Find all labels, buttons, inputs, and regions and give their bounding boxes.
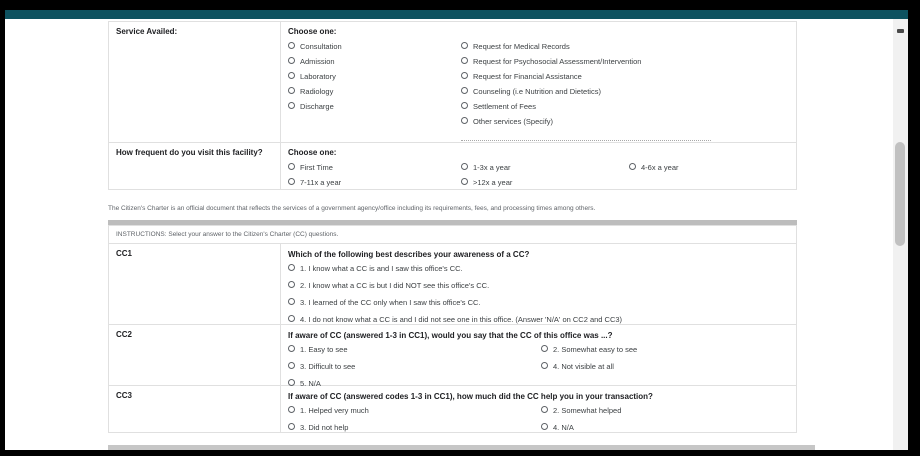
vertical-scrollbar[interactable] bbox=[893, 19, 908, 450]
radio-icon[interactable] bbox=[288, 102, 295, 109]
radio-icon[interactable] bbox=[461, 72, 468, 79]
radio-option-7-11x[interactable]: 7-11x a year bbox=[288, 177, 341, 188]
instructions-row bbox=[109, 226, 796, 243]
radio-icon[interactable] bbox=[461, 163, 468, 170]
radio-option-cc3-3[interactable]: 3. Did not help bbox=[288, 422, 369, 433]
radio-option-cc3-1[interactable]: 1. Helped very much bbox=[288, 405, 369, 416]
cc-questions-table bbox=[108, 225, 797, 433]
cc3-question: If aware of CC (answered codes 1-3 in CC1), how much did the CC help you in your transaction? bbox=[288, 392, 653, 401]
radio-option-discharge[interactable]: Discharge bbox=[288, 101, 342, 112]
cc3-content bbox=[281, 386, 796, 432]
radio-option-first-time[interactable]: First Time bbox=[288, 162, 341, 173]
visit-frequency-row bbox=[109, 142, 796, 189]
radio-icon[interactable] bbox=[288, 87, 295, 94]
radio-icon[interactable] bbox=[461, 102, 468, 109]
scroll-up-icon[interactable] bbox=[897, 29, 904, 33]
cc3-options-left bbox=[288, 405, 369, 439]
radio-icon[interactable] bbox=[461, 57, 468, 64]
radio-icon[interactable] bbox=[629, 163, 636, 170]
radio-option-cc1-3[interactable]: 3. I learned of the CC only when I saw this office's CC. bbox=[288, 297, 790, 308]
radio-option-cc1-2[interactable]: 2. I know what a CC is but I did NOT see this office's CC. bbox=[288, 280, 790, 291]
radio-icon[interactable] bbox=[288, 406, 295, 413]
radio-option-other-services[interactable]: Other services (Specify) bbox=[461, 116, 711, 127]
radio-option-cc2-4[interactable]: 4. Not visible at all bbox=[541, 361, 637, 372]
radio-icon[interactable] bbox=[541, 423, 548, 430]
visit-frequency-options bbox=[281, 143, 796, 189]
radio-option-cc1-1[interactable]: 1. I know what a CC is and I saw this office's CC. bbox=[288, 263, 790, 274]
radio-option-4-6x[interactable]: 4-6x a year bbox=[629, 162, 679, 173]
cc2-question: If aware of CC (answered 1-3 in CC1), would you say that the CC of this office was ...? bbox=[288, 331, 613, 340]
radio-icon[interactable] bbox=[461, 42, 468, 49]
radio-option-cc1-4[interactable]: 4. I do not know what a CC is and I did not see one in this office. (Answer 'N/A' on CC2 and CC3) bbox=[288, 314, 790, 325]
radio-icon[interactable] bbox=[288, 264, 295, 271]
cc3-row bbox=[109, 385, 796, 432]
frequency-options-col3 bbox=[629, 162, 679, 177]
frequency-options-col2 bbox=[461, 162, 512, 192]
radio-option-cc2-3[interactable]: 3. Difficult to see bbox=[288, 361, 355, 372]
profile-table bbox=[108, 21, 797, 190]
cc1-code: CC1 bbox=[109, 244, 281, 324]
radio-option-counseling[interactable]: Counseling (i.e Nutrition and Dietetics) bbox=[461, 86, 711, 97]
other-services-specify-field[interactable] bbox=[461, 131, 711, 141]
radio-icon[interactable] bbox=[541, 406, 548, 413]
radio-icon[interactable] bbox=[288, 281, 295, 288]
page bbox=[5, 10, 908, 450]
cc1-options bbox=[288, 263, 790, 325]
radio-icon[interactable] bbox=[288, 423, 295, 430]
radio-option-cc3-4[interactable]: 4. N/A bbox=[541, 422, 621, 433]
cc1-row bbox=[109, 243, 796, 324]
cc1-content bbox=[281, 244, 796, 324]
radio-icon[interactable] bbox=[461, 178, 468, 185]
cc2-content bbox=[281, 325, 796, 388]
form-content bbox=[108, 21, 797, 433]
radio-icon[interactable] bbox=[288, 42, 295, 49]
radio-icon[interactable] bbox=[288, 362, 295, 369]
radio-icon[interactable] bbox=[288, 379, 295, 386]
cc3-code: CC3 bbox=[109, 386, 281, 432]
radio-option-cc3-2[interactable]: 2. Somewhat helped bbox=[541, 405, 621, 416]
service-availed-options bbox=[281, 22, 796, 142]
frequency-options-col1 bbox=[288, 162, 341, 192]
radio-icon[interactable] bbox=[288, 345, 295, 352]
radio-option-consultation[interactable]: Consultation bbox=[288, 41, 342, 52]
cc1-question: Which of the following best describes your awareness of a CC? bbox=[288, 250, 530, 259]
radio-option-cc2-5[interactable]: 5. N/A bbox=[288, 378, 355, 389]
radio-icon[interactable] bbox=[288, 298, 295, 305]
radio-icon[interactable] bbox=[288, 315, 295, 322]
choose-one-label: Choose one: bbox=[288, 27, 337, 36]
radio-option-settlement-of-fees[interactable]: Settlement of Fees bbox=[461, 101, 711, 112]
radio-icon[interactable] bbox=[541, 345, 548, 352]
radio-icon[interactable] bbox=[461, 117, 468, 124]
radio-icon[interactable] bbox=[461, 87, 468, 94]
radio-option-1-3x[interactable]: 1-3x a year bbox=[461, 162, 512, 173]
service-options-col1 bbox=[288, 41, 342, 116]
service-options-col2 bbox=[461, 41, 711, 141]
radio-option-medical-records[interactable]: Request for Medical Records bbox=[461, 41, 711, 52]
radio-icon[interactable] bbox=[288, 72, 295, 79]
radio-option-cc2-2[interactable]: 2. Somewhat easy to see bbox=[541, 344, 637, 355]
radio-option-psychosocial[interactable]: Request for Psychosocial Assessment/Intervention bbox=[461, 56, 711, 67]
cc2-options-right bbox=[541, 344, 637, 378]
horizontal-scrollbar[interactable] bbox=[108, 445, 815, 450]
radio-option-cc2-1[interactable]: 1. Easy to see bbox=[288, 344, 355, 355]
radio-option-laboratory[interactable]: Laboratory bbox=[288, 71, 342, 82]
radio-option-financial-assistance[interactable]: Request for Financial Assistance bbox=[461, 71, 711, 82]
service-availed-row bbox=[109, 22, 796, 142]
radio-option-12x[interactable]: >12x a year bbox=[461, 177, 512, 188]
visit-frequency-label: How frequent do you visit this facility? bbox=[109, 143, 281, 189]
cc2-code: CC2 bbox=[109, 325, 281, 385]
vertical-scrollbar-thumb[interactable] bbox=[895, 142, 905, 246]
cc3-options-right bbox=[541, 405, 621, 439]
choose-one-label: Choose one: bbox=[288, 148, 337, 157]
radio-icon[interactable] bbox=[541, 362, 548, 369]
radio-icon[interactable] bbox=[288, 178, 295, 185]
instructions-text: INSTRUCTIONS: Select your answer to the Citizen's Charter (CC) questions. bbox=[116, 231, 339, 238]
header-bar bbox=[5, 10, 908, 19]
radio-icon[interactable] bbox=[288, 163, 295, 170]
citizens-charter-note: The Citizen's Charter is an official document that reflects the services of a government agency/office including its requirements, fees, and processing times among others. bbox=[108, 205, 596, 212]
radio-option-radiology[interactable]: Radiology bbox=[288, 86, 342, 97]
radio-icon[interactable] bbox=[288, 57, 295, 64]
service-availed-label: Service Availed: bbox=[109, 22, 281, 142]
cc2-row bbox=[109, 324, 796, 388]
radio-option-admission[interactable]: Admission bbox=[288, 56, 342, 67]
